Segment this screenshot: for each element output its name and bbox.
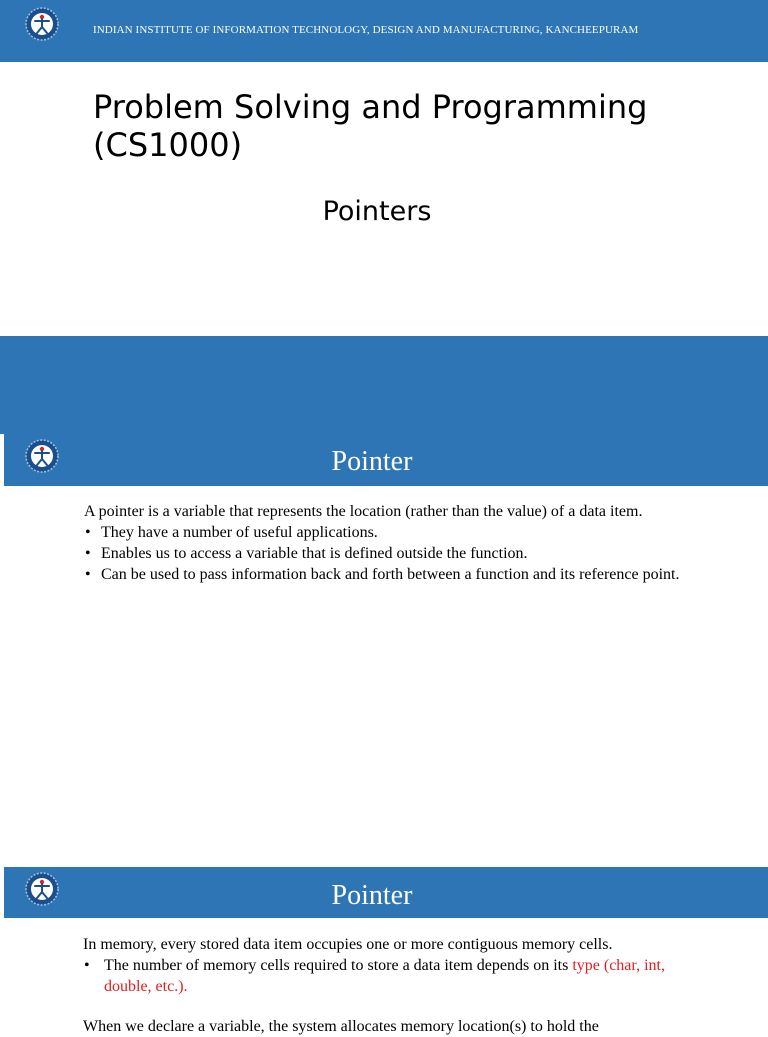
slide-heading: Pointer bbox=[331, 446, 413, 477]
highlight-text: type (char, int, double, etc.). bbox=[104, 957, 665, 995]
bullet-list bbox=[84, 522, 714, 585]
slide-body bbox=[83, 934, 713, 997]
cut-off-text: When we declare a variable, the system allocates memory location(s) to hold the bbox=[83, 1018, 599, 1035]
list-item: • Can be used to pass information back and forth between a function and its reference point. bbox=[84, 564, 714, 585]
list-item bbox=[83, 955, 713, 997]
list-item: • They have a number of useful applications. bbox=[84, 522, 714, 543]
list-item: • Enables us to access a variable that is defined outside the function. bbox=[84, 543, 714, 564]
title-slide bbox=[0, 0, 768, 434]
institute-logo-icon bbox=[24, 6, 60, 42]
course-subtitle: Pointers bbox=[322, 196, 432, 227]
course-title: Problem Solving and Programming (CS1000) bbox=[93, 88, 648, 164]
bullet-text: The number of memory cells required to store a data item depends on its bbox=[104, 957, 573, 974]
intro-text: A pointer is a variable that represents the location (rather than the value) of a data item. bbox=[84, 503, 643, 520]
intro-text: In memory, every stored data item occupies one or more contiguous memory cells. bbox=[83, 936, 613, 953]
slide-body bbox=[84, 501, 714, 585]
pointer-slide-1 bbox=[0, 434, 768, 864]
pointer-slide-2 bbox=[0, 864, 768, 1035]
slide-heading: Pointer bbox=[331, 880, 413, 911]
bullet-list bbox=[83, 955, 713, 997]
institute-name: INDIAN INSTITUTE OF INFORMATION TECHNOLOGY, DESIGN AND MANUFACTURING, KANCHEEPURAM bbox=[93, 24, 639, 36]
footer-bar bbox=[0, 336, 768, 434]
